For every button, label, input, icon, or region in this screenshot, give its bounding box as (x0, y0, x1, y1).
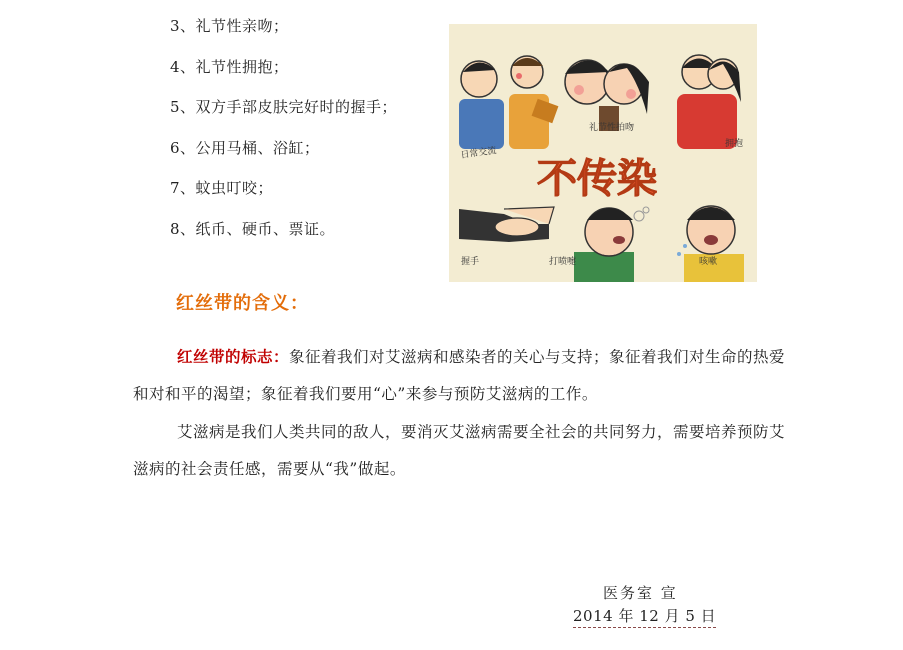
illustration-label: 咳嗽 (699, 257, 718, 267)
list-item: 5、双方手部皮肤完好时的握手； (170, 98, 398, 116)
list-item: 8、纸币、硬币、票证。 (170, 219, 336, 238)
illustration-label: 日常交流 (460, 146, 498, 161)
transmission-list (170, 10, 397, 253)
hug-cartoon (677, 55, 744, 149)
list-item: 4、礼节性拥抱； (170, 57, 289, 76)
paragraph-text: 象征着我们对艾滋病和感染者的关心与支持；象征着我们对生命的热爱和对和平的渴望；象征着我们要用“心”来参与预防艾滋病的工作。 (133, 348, 786, 403)
illustration-label: 握手 (461, 257, 480, 267)
not-contagious-illustration (449, 24, 757, 282)
illustration-title: 不传染 (537, 156, 657, 202)
illustration-label: 拥抱 (725, 139, 744, 149)
list-item: 6、公用马桶、浴缸； (170, 138, 320, 157)
list-item: 3、礼节性亲吻； (170, 17, 289, 35)
section-heading: 红丝带的含义： (176, 293, 309, 314)
signature: 医务室 宣 (603, 584, 678, 602)
red-ribbon-paragraph (133, 338, 793, 413)
illustration-label: 礼节性拍吻 (589, 123, 635, 133)
date-line: 2014 年 12 月 5 日 (573, 605, 716, 628)
responsibility-paragraph: 艾滋病是我们人类共同的敌人，要消灭艾滋病需要全社会的共同努力，需要培养预防艾滋病的社会责任感，需要从“我”做起。 (133, 423, 786, 478)
emphasis-lead: 红丝带的标志： (177, 347, 290, 366)
list-item: 7、蚊虫叮咬； (170, 179, 274, 197)
illustration-label: 打喷嚏 (549, 257, 577, 267)
